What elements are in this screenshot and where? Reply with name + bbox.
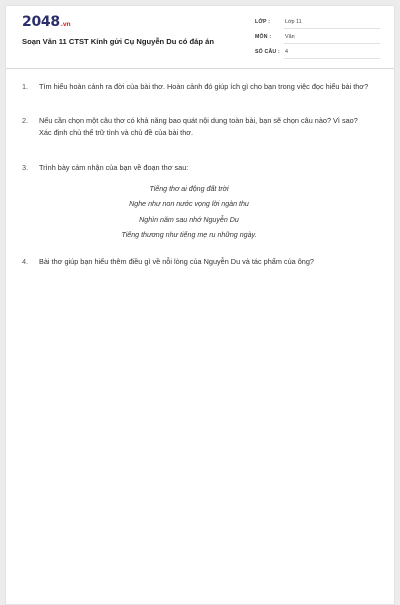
question-list — [22, 81, 372, 268]
question-item — [22, 256, 372, 268]
meta-row-subject — [255, 32, 380, 47]
question-item — [22, 162, 372, 174]
meta-value-subject: Văn — [284, 34, 380, 44]
poem-excerpt — [39, 182, 339, 244]
question-item — [22, 81, 372, 93]
meta-value-question-count: 4 — [284, 49, 380, 59]
document-title: Soạn Văn 11 CTST Kính gửi Cụ Nguyễn Du có đáp án — [22, 37, 214, 46]
question-text: Nếu cần chọn một câu thơ có khả năng bao quát nội dung toàn bài, bạn sẽ chọn câu nào? Vì sao? Xác định chủ thể trữ tình và chủ đề của bài thơ. — [39, 116, 358, 138]
question-text: Trình bày cảm nhận của bạn về đoạn thơ sau: — [39, 162, 189, 172]
meta-label-class: LỚP : — [255, 19, 271, 25]
question-item — [22, 115, 372, 139]
site-logo[interactable] — [22, 14, 70, 33]
poem-line: Nghìn năm sau nhớ Nguyễn Du — [139, 215, 239, 224]
meta-label-subject: MÔN : — [255, 34, 272, 40]
logo-tld: .vn — [60, 21, 71, 28]
meta-row-class — [255, 17, 380, 32]
meta-value-class: Lớp 11 — [284, 19, 380, 29]
logo-main: 2048 — [22, 14, 60, 30]
poem-line: Nghe như non nước vọng lời ngàn thu — [129, 200, 249, 209]
question-number: 3. — [22, 162, 29, 172]
question-text: Bài thơ giúp bạn hiểu thêm điều gì về nỗi lòng của Nguyễn Du và tác phẩm của ông? — [39, 256, 314, 266]
meta-label-question-count: SỐ CÂU : — [255, 49, 280, 55]
question-number: 1. — [22, 82, 29, 91]
meta-info — [255, 17, 380, 62]
question-number: 4. — [22, 256, 29, 266]
document-header — [6, 6, 394, 69]
meta-row-question-count — [255, 47, 380, 62]
document-page — [5, 5, 395, 605]
question-number: 2. — [22, 116, 29, 126]
poem-line: Tiếng thương như tiếng mẹ ru những ngày. — [121, 231, 257, 240]
question-text: Tìm hiểu hoàn cảnh ra đời của bài thơ. Hoàn cảnh đó giúp ích gì cho bạn trong việc đọc hiểu bài thơ? — [39, 82, 369, 91]
poem-line: Tiếng thơ ai động đất trời — [149, 184, 229, 193]
